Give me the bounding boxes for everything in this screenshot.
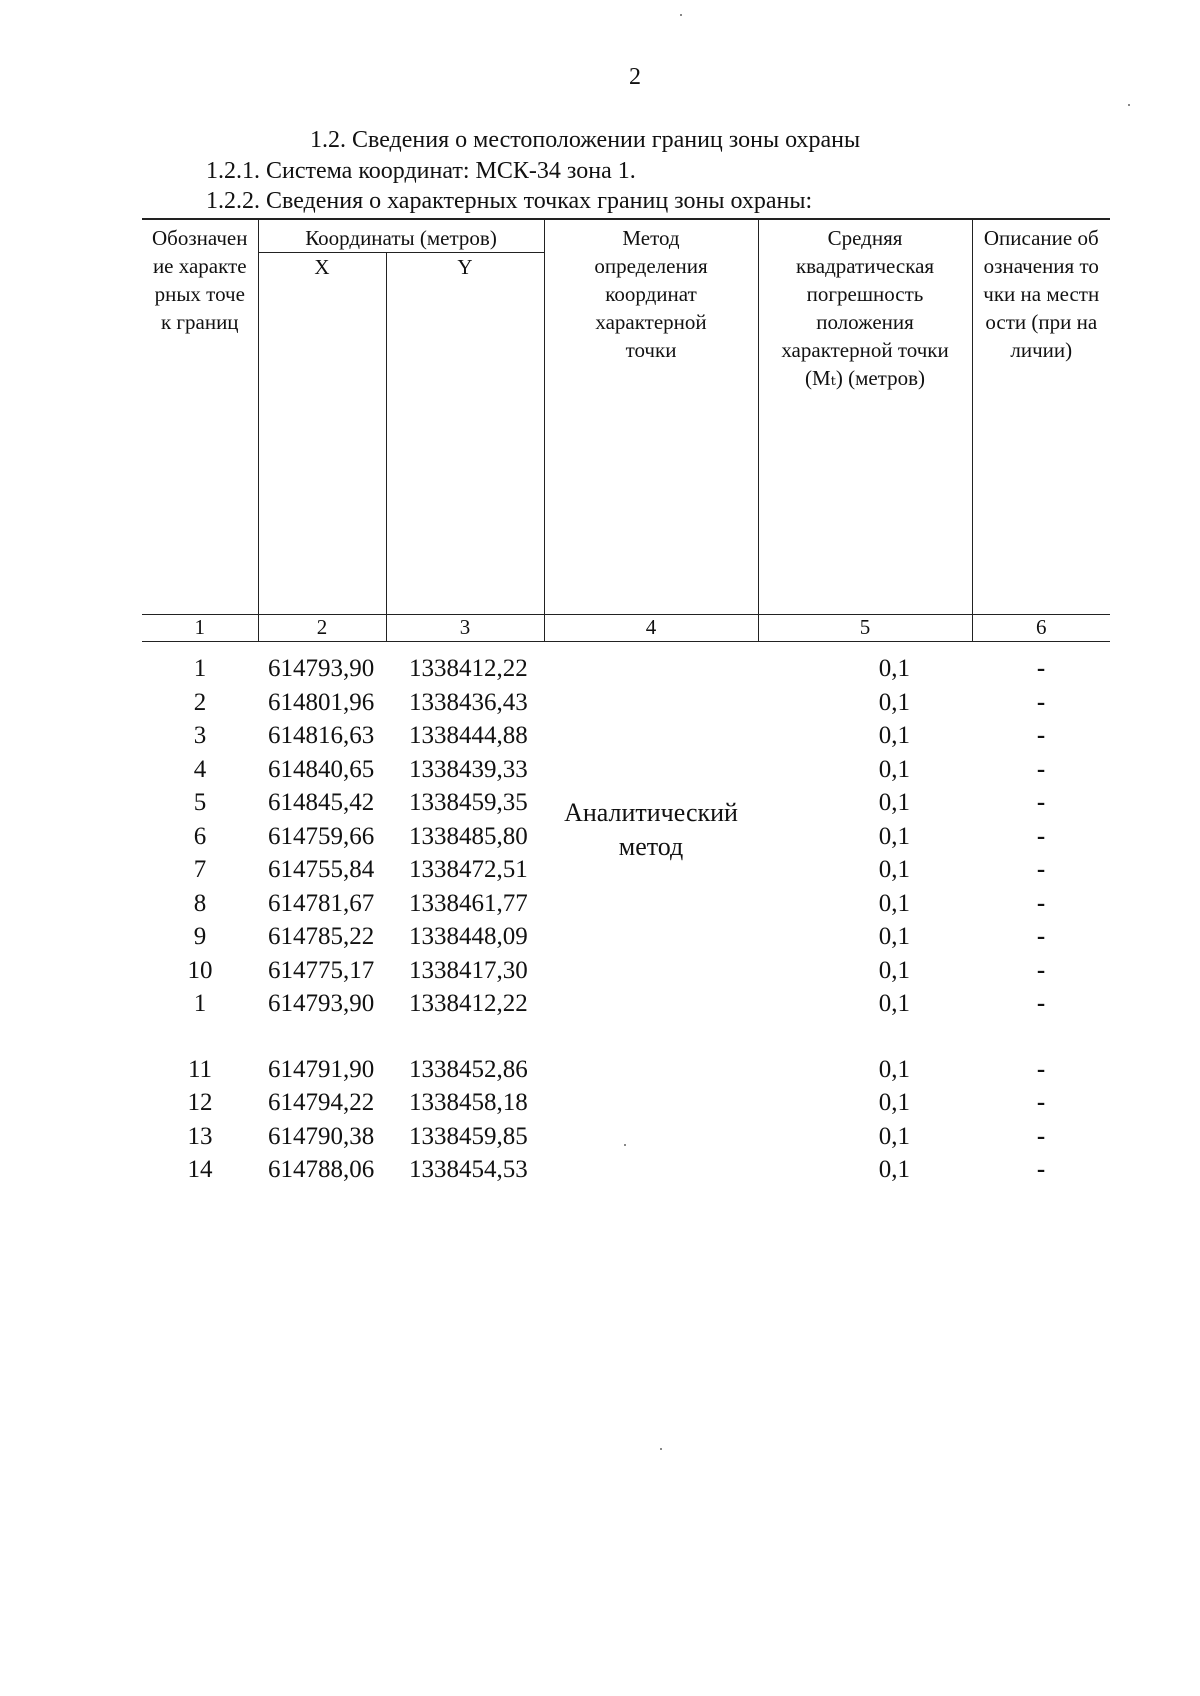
point-number: 7 [193,856,207,883]
x-coordinate: 614793,90 [268,990,375,1017]
y-coordinate: 1338412,22 [409,655,528,682]
method-cell: Аналитический метод [564,798,738,862]
y-coordinate: 1338439,33 [409,755,528,783]
column-number: 3 [386,615,544,642]
table-row [142,1053,1110,1087]
table-spacer-row [142,1021,1110,1053]
table-row [142,1153,1110,1187]
point-description: - [1036,856,1046,883]
y-coordinate: 1338436,43 [409,688,528,716]
point-description: - [1036,1122,1046,1150]
header-y: Y [386,253,544,615]
header-designation: Обозначение характерных точек границ [142,219,258,615]
point-number: 12 [187,1089,213,1116]
point-description: - [1036,1055,1046,1083]
column-number: 2 [258,615,386,642]
column-number: 6 [972,615,1110,642]
error-value: 0,1 [878,956,911,984]
x-coordinate: 614840,65 [268,755,375,783]
x-coordinate: 614755,84 [268,856,375,883]
x-coordinate: 614781,67 [268,889,375,917]
error-value: 0,1 [878,990,911,1017]
scan-speck [1128,104,1130,106]
error-value: 0,1 [878,1055,911,1083]
point-description: - [1036,923,1046,950]
error-value: 0,1 [878,755,911,783]
error-value: 0,1 [878,856,911,883]
column-number: 1 [142,615,258,642]
point-number: 2 [193,688,207,716]
x-coordinate: 614788,06 [268,1156,375,1183]
scan-speck [680,14,682,16]
table-row [142,1086,1110,1120]
header-coordinates: Координаты (метров) [258,219,544,253]
scan-speck [624,1144,626,1146]
point-description: - [1036,789,1046,816]
x-coordinate: 614785,22 [268,923,375,950]
header-error: Средняя квадратическая погрешность положения характерной точки (Mₜ) (метров) [758,219,972,615]
point-description: - [1036,956,1046,984]
error-value: 0,1 [878,1156,911,1183]
y-coordinate: 1338472,51 [409,856,528,883]
header-description: Описание обозначения точки на местности (при наличии) [972,219,1110,615]
x-coordinate: 614793,90 [268,655,375,682]
point-number: 10 [187,956,213,984]
y-coordinate: 1338454,53 [409,1156,528,1183]
error-value: 0,1 [878,688,911,716]
column-number: 5 [758,615,972,642]
point-number: 14 [187,1156,213,1183]
point-description: - [1036,990,1046,1017]
y-coordinate: 1338461,77 [409,889,528,917]
page-number: 2 [629,64,641,90]
error-value: 0,1 [878,822,911,850]
point-description: - [1036,655,1046,682]
x-coordinate: 614759,66 [268,822,375,850]
x-coordinate: 614791,90 [268,1055,375,1083]
point-number: 6 [193,822,207,850]
section-heading: 1.2. Сведения о местоположении границ зоны охраны [310,127,861,153]
header-method: Метод определения координат характерной точки [544,219,758,615]
error-value: 0,1 [878,1122,911,1150]
point-description: - [1036,688,1046,716]
x-coordinate: 614775,17 [268,956,375,984]
characteristic-points-heading: 1.2.2. Сведения о характерных точках границ зоны охраны: [206,188,813,214]
point-description: - [1036,1089,1046,1116]
point-description: - [1036,755,1046,783]
point-number: 5 [193,789,207,816]
error-value: 0,1 [878,722,911,749]
x-coordinate: 614790,38 [268,1122,375,1150]
column-number: 4 [544,615,758,642]
point-number: 11 [187,1055,213,1083]
error-value: 0,1 [878,1089,911,1116]
point-description: - [1036,889,1046,917]
y-coordinate: 1338412,22 [409,990,528,1017]
point-number: 3 [193,722,207,749]
point-number: 8 [193,889,207,917]
point-number: 1 [193,990,207,1017]
x-coordinate: 614816,63 [268,722,375,749]
point-number: 1 [193,655,207,682]
table-row [142,1120,1110,1154]
characteristic-points-table [142,218,1110,1187]
y-coordinate: 1338452,86 [409,1055,528,1083]
scan-speck [660,1448,662,1450]
error-value: 0,1 [878,889,911,917]
y-coordinate: 1338485,80 [409,822,528,850]
point-number: 13 [187,1122,213,1150]
error-value: 0,1 [878,923,911,950]
point-number: 4 [193,755,207,783]
x-coordinate: 614801,96 [268,688,375,716]
point-number: 9 [193,923,207,950]
y-coordinate: 1338459,35 [409,789,528,816]
y-coordinate: 1338444,88 [409,722,528,749]
table-row [142,642,1110,686]
error-value: 0,1 [878,789,911,816]
y-coordinate: 1338459,85 [409,1122,528,1150]
point-description: - [1036,822,1046,850]
y-coordinate: 1338448,09 [409,923,528,950]
error-value: 0,1 [878,655,911,682]
y-coordinate: 1338417,30 [409,956,528,984]
coordinate-system-line: 1.2.1. Система координат: МСК-34 зона 1. [206,158,636,184]
point-description: - [1036,1156,1046,1183]
header-x: X [258,253,386,615]
y-coordinate: 1338458,18 [409,1089,528,1116]
x-coordinate: 614794,22 [268,1089,375,1116]
point-description: - [1036,722,1046,749]
x-coordinate: 614845,42 [268,789,375,816]
